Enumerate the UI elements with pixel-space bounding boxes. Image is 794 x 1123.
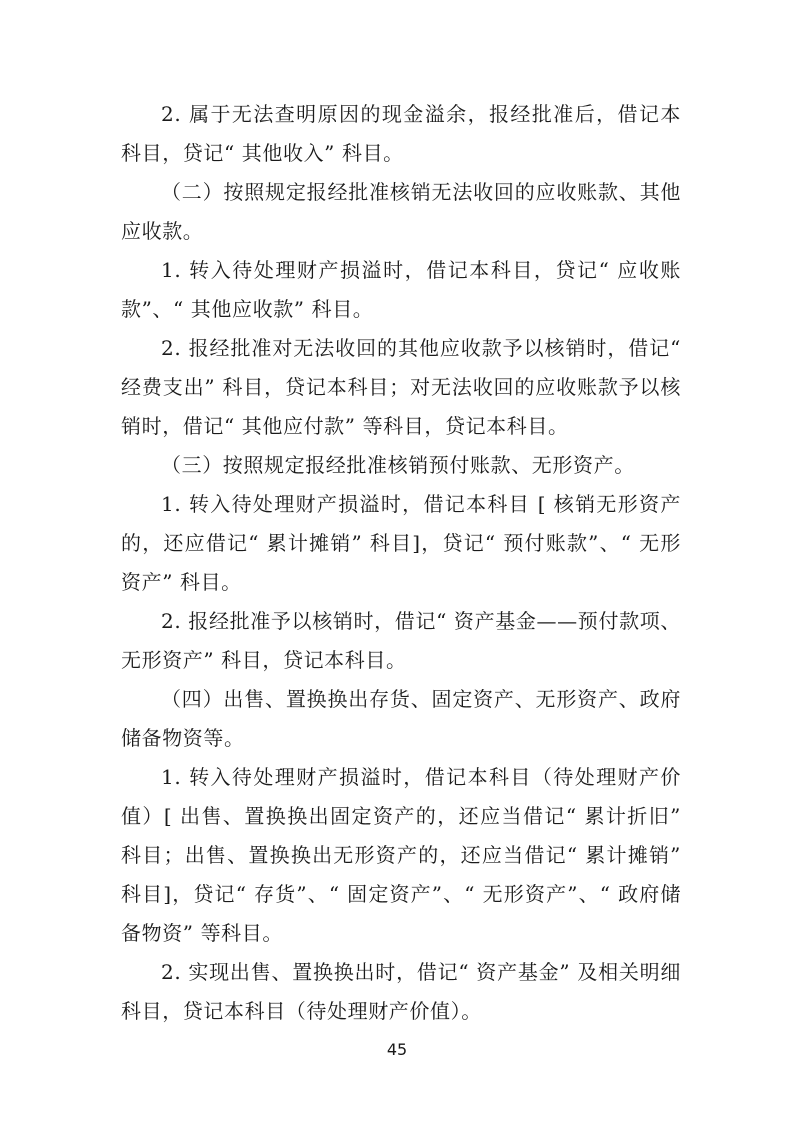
paragraph-9: 1. 转入待处理财产损溢时，借记本科目（待处理财产价值）[ 出售、置换换出固定资产的，还应当借记“ 累计折旧” 科目；出售、置换换出无形资产的，还应当借记“ 累计摊销” 科目]，贷记“ 存货”、“ 固定资产”、“ 无形资产”、“ 政府储备物资” 等科目。 [121, 765, 681, 945]
paragraph-7: 2. 报经批准予以核销时，借记“ 资产基金——预付款项、无形资产” 科目，贷记本科目。 [121, 609, 681, 672]
paragraph-2: （二）按照规定报经批准核销无法收回的应收账款、其他应收款。 [121, 180, 681, 243]
paragraph-4: 2. 报经批准对无法收回的其他应收款予以核销时，借记“ 经费支出” 科目，贷记本科目；对无法收回的应收账款予以核销时，借记“ 其他应付款” 等科目，贷记本科目。 [121, 336, 681, 438]
paragraph-6: 1. 转入待处理财产损溢时，借记本科目 [ 核销无形资产的，还应借记“ 累计摊销” 科目]，贷记“ 预付账款”、“ 无形资产” 科目。 [121, 492, 681, 594]
paragraph-3: 1. 转入待处理财产损溢时，借记本科目，贷记“ 应收账款”、“ 其他应收款” 科目。 [121, 258, 681, 321]
paragraph-1: 2. 属于无法查明原因的现金溢余，报经批准后，借记本科目，贷记“ 其他收入” 科目。 [121, 102, 681, 165]
paragraph-10: 2. 实现出售、置换换出时，借记“ 资产基金” 及相关明细科目，贷记本科目（待处理财产价值）。 [121, 960, 681, 1023]
paragraph-8: （四）出售、置换换出存货、固定资产、无形资产、政府储备物资等。 [121, 687, 681, 750]
document-body [121, 95, 681, 1031]
page-number: 45 [386, 1040, 408, 1059]
paragraph-5: （三）按照规定报经批准核销预付账款、无形资产。 [161, 453, 635, 477]
